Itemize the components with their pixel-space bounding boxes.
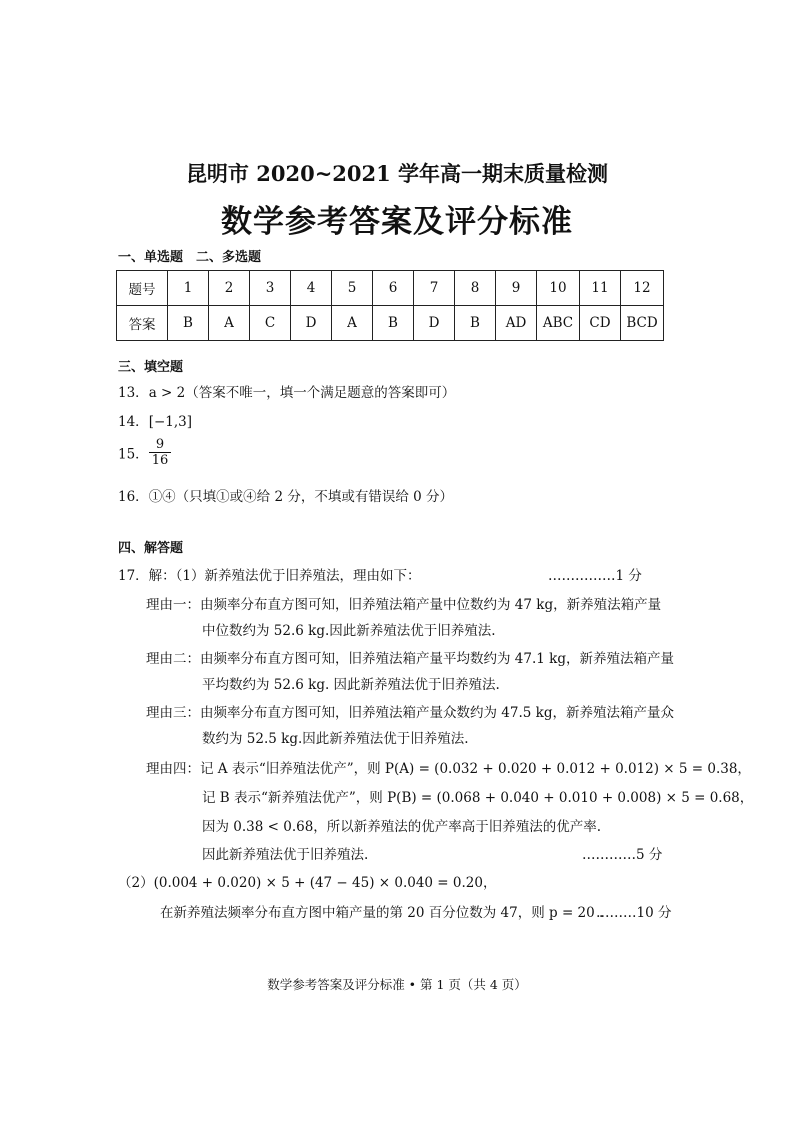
answer-14: [118, 410, 192, 430]
table-cell: 4: [291, 271, 332, 306]
fraction-numerator: 9: [149, 437, 172, 453]
table-cell: D: [414, 306, 455, 341]
question-number: 15．: [118, 446, 149, 463]
table-cell: B: [168, 306, 209, 341]
table-cell: ABC: [537, 306, 580, 341]
table-row-answers: [117, 306, 664, 341]
section-fill-heading: 三、填空题: [118, 360, 184, 375]
q17-reason1-line1: 理由一：由频率分布直方图可知，旧养殖法箱产量中位数约为 47 kg，新养殖法箱产量: [146, 597, 662, 613]
q17-reason2-line2: 平均数约为 52.6 kg. 因此新养殖法优于旧养殖法.: [202, 677, 500, 693]
table-cell: A: [332, 306, 373, 341]
table-cell: 2: [209, 271, 250, 306]
q17-reason4-line2: 记 B 表示“新养殖法优产”，则 P(B) = (0.068 + 0.040 + 0.010 + 0.008) × 5 = 0.68，: [202, 790, 754, 806]
q17-part2-score: ………10 分: [596, 905, 672, 921]
section-choice-heading: 一、单选题 二、多选题: [118, 250, 262, 265]
table-cell: 9: [496, 271, 537, 306]
q17-reason2-line1: 理由二：由频率分布直方图可知，旧养殖法箱产量平均数约为 47.1 kg，新养殖法箱产量: [146, 651, 674, 667]
answer-text: [−1,3]: [148, 414, 193, 430]
q17-reason3-line1: 理由三：由频率分布直方图可知，旧养殖法箱产量众数约为 47.5 kg，新养殖法箱产量众: [146, 705, 674, 721]
answer-text: a > 2（答案不唯一，填一个满足题意的答案即可）: [148, 385, 456, 401]
table-cell: D: [291, 306, 332, 341]
q17-reason4-line4: 因此新养殖法优于旧养殖法.: [202, 847, 369, 863]
table-cell: 5: [332, 271, 373, 306]
table-cell: AD: [496, 306, 537, 341]
question-number: 13．: [118, 385, 149, 401]
answer-16: [118, 485, 453, 505]
answer-15: [118, 437, 171, 468]
fraction-denominator: 16: [151, 453, 169, 468]
table-cell: A: [209, 306, 250, 341]
table-cell: 7: [414, 271, 455, 306]
table-cell: CD: [580, 306, 621, 341]
q17-reason4-score: …………5 分: [582, 847, 663, 863]
table-cell: 11: [580, 271, 621, 306]
table-cell: B: [455, 306, 496, 341]
q17-intro-score: ……………1 分: [548, 568, 642, 584]
table-cell: 10: [537, 271, 580, 306]
q17-reason3-line2: 数约为 52.5 kg.因此新养殖法优于旧养殖法.: [202, 731, 469, 747]
row-label-number: 题号: [117, 271, 168, 306]
table-row-numbers: [117, 271, 664, 306]
q17-part2-line2: 在新养殖法频率分布直方图中箱产量的第 20 百分位数为 47，则 p = 20 .: [160, 905, 604, 921]
q17-part2-line1: （2）(0.004 + 0.020) × 5 + (47 − 45) × 0.040 = 0.20，: [118, 875, 497, 891]
page-title: 昆明市 2020~2021 学年高一期末质量检测: [185, 161, 609, 186]
answer-text: ①④（只填①或④给 2 分，不填或有错误给 0 分）: [148, 489, 454, 505]
table-cell: 1: [168, 271, 209, 306]
section-solve-heading: 四、解答题: [118, 541, 184, 556]
q17-intro: 17．解：（1）新养殖法优于旧养殖法，理由如下：: [118, 568, 421, 584]
table-cell: B: [373, 306, 414, 341]
table-cell: 8: [455, 271, 496, 306]
question-number: 14．: [118, 414, 149, 430]
table-cell: 3: [250, 271, 291, 306]
answer-table: [116, 270, 664, 341]
table-cell: BCD: [621, 306, 664, 341]
answer-13: [118, 381, 455, 401]
table-cell: C: [250, 306, 291, 341]
table-cell: 6: [373, 271, 414, 306]
q17-reason1-line2: 中位数约为 52.6 kg.因此新养殖法优于旧养殖法.: [202, 623, 496, 639]
q17-reason4-line1: 理由四：记 A 表示“旧养殖法优产”，则 P(A) = (0.032 + 0.020 + 0.012 + 0.012) × 5 = 0.38，: [146, 761, 751, 777]
table-cell: 12: [621, 271, 664, 306]
page-footer: 数学参考答案及评分标准 • 第 1 页（共 4 页）: [267, 977, 527, 992]
page-subtitle: 数学参考答案及评分标准: [221, 204, 573, 240]
question-number: 16．: [118, 489, 149, 505]
row-label-answer: 答案: [117, 306, 168, 341]
q17-reason4-line3: 因为 0.38 < 0.68，所以新养殖法的优产率高于旧养殖法的优产率.: [202, 819, 602, 835]
fraction: [149, 437, 172, 468]
